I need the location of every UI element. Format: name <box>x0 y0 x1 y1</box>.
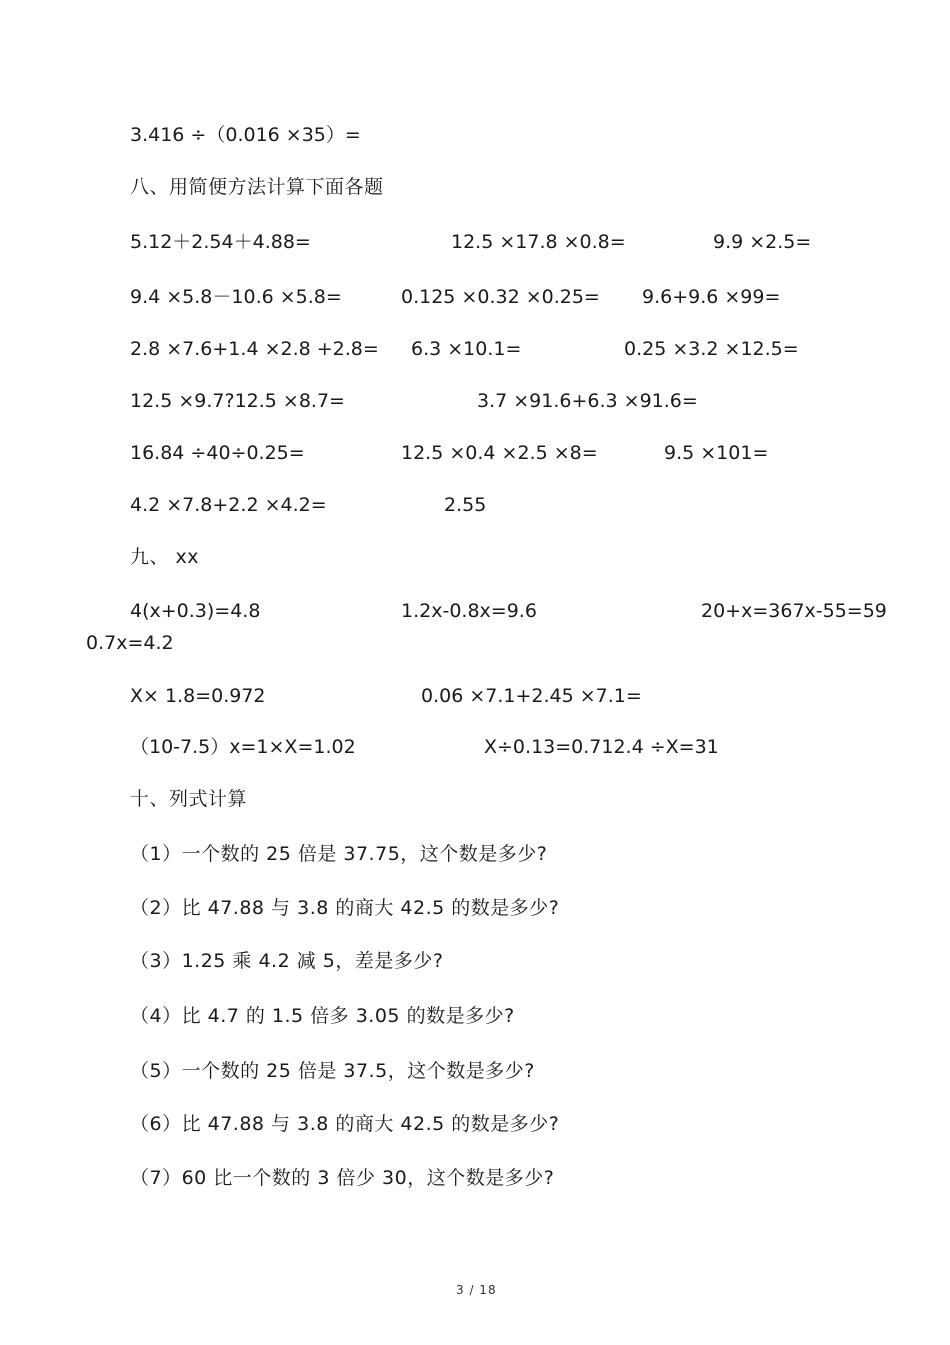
expr-8-4-1: 12.5 ×9.7?12.5 ×8.7= <box>130 390 345 412</box>
eq-9-1-3: 20+x=367x-55=59 <box>701 600 887 622</box>
expr-8-3-1: 2.8 ×7.6+1.4 ×2.8 +2.8= <box>130 338 379 360</box>
eq-9-1-2: 1.2x-0.8x=9.6 <box>401 600 537 622</box>
section-9-heading: 九、 xx <box>130 546 200 568</box>
word-problem-5: （5）一个数的 25 倍是 37.5，这个数是多少? <box>130 1060 535 1082</box>
expr-8-5-1: 16.84 ÷40÷0.25= <box>130 442 305 464</box>
word-problem-3: （3）1.25 乘 4.2 减 5，差是多少? <box>130 950 444 972</box>
eq-9-4-1: （10-7.5）x=1×X=1.02 <box>130 736 356 758</box>
expr-8-5-3: 9.5 ×101= <box>664 442 769 464</box>
expr-8-2-2: 0.125 ×0.32 ×0.25= <box>401 286 600 308</box>
expr-8-3-3: 0.25 ×3.2 ×12.5= <box>624 338 799 360</box>
eq-9-1-1: 4(x+0.3)=4.8 <box>130 600 261 622</box>
expr-8-2-1: 9.4 ×5.8－10.6 ×5.8= <box>130 286 342 308</box>
eq-9-2-1: 0.7x=4.2 <box>86 632 174 654</box>
expression-top: 3.416 ÷（0.016 ×35）= <box>130 124 361 146</box>
word-problem-2: （2）比 47.88 与 3.8 的商大 42.5 的数是多少? <box>130 897 560 919</box>
section-10-heading: 十、列式计算 <box>130 788 248 810</box>
word-problem-6: （6）比 47.88 与 3.8 的商大 42.5 的数是多少? <box>130 1113 560 1135</box>
page-number: 3 / 18 <box>456 1283 497 1297</box>
expr-8-6-1: 4.2 ×7.8+2.2 ×4.2= <box>130 494 327 516</box>
expr-8-2-3: 9.6+9.6 ×99= <box>642 286 781 308</box>
section-8-heading: 八、用简便方法计算下面各题 <box>130 176 384 198</box>
expr-8-1-1: 5.12＋2.54＋4.88= <box>130 231 311 253</box>
expr-8-3-2: 6.3 ×10.1= <box>411 338 522 360</box>
expr-8-5-2: 12.5 ×0.4 ×2.5 ×8= <box>401 442 598 464</box>
expr-8-6-2: 2.55 <box>444 494 487 516</box>
expr-8-4-2: 3.7 ×91.6+6.3 ×91.6= <box>477 390 698 412</box>
word-problem-4: （4）比 4.7 的 1.5 倍多 3.05 的数是多少? <box>130 1005 515 1027</box>
expr-8-1-3: 9.9 ×2.5= <box>713 231 812 253</box>
eq-9-3-2: 0.06 ×7.1+2.45 ×7.1= <box>421 685 642 707</box>
eq-9-3-1: X× 1.8=0.972 <box>130 685 266 707</box>
word-problem-7: （7）60 比一个数的 3 倍少 30，这个数是多少? <box>130 1167 555 1189</box>
word-problem-1: （1）一个数的 25 倍是 37.75，这个数是多少? <box>130 843 548 865</box>
expr-8-1-2: 12.5 ×17.8 ×0.8= <box>451 231 626 253</box>
eq-9-4-2: X÷0.13=0.712.4 ÷X=31 <box>484 736 719 758</box>
